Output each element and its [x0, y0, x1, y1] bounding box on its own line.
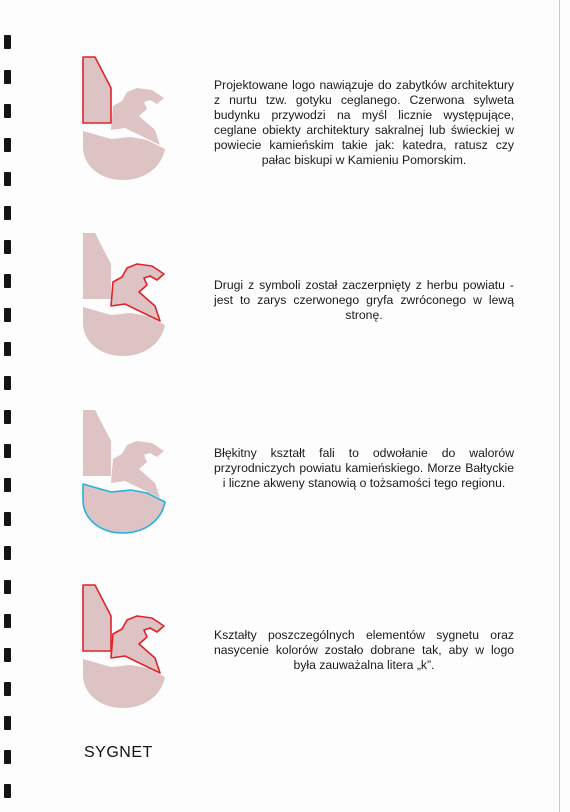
sygnet-logo-building-highlight: [75, 52, 175, 182]
sygnet-logo-griffin-highlight: [75, 228, 175, 358]
spiral-binding: [0, 0, 14, 812]
sygnet-logo-wave-highlight: [75, 405, 175, 535]
description-building: Projektowane logo nawiązuje do zabytków architektury z nurtu tzw. gotyku ceglanego. Czerwona sylweta budynku przywodzi na myśl licznie występujące, ceglane obiekty architektury sakralnej lub świeckiej w powiecie kamieńskim takie jak: katedra, ratusz czy pałac biskupi w Kamieniu Pomorskim.: [214, 78, 514, 167]
description-letter-k: Kształty poszczególnych elementów sygnetu oraz nasycenie kolorów zostało dobrane tak, aby w logo była zauważalna litera „k”.: [214, 628, 514, 672]
description-griffin: Drugi z symboli został zaczerpnięty z herbu powiatu - jest to zarys czerwonego gryfa zwróconego w lewą stronę.: [214, 278, 514, 322]
page-edge: [559, 0, 560, 812]
sygnet-logo-letter-k-highlight: [75, 580, 175, 710]
description-wave: Błękitny kształt fali to odwołanie do walorów przyrodniczych powiatu kamieńskiego. Morze Bałtyckie i liczne akweny stanowią o tożsamości tego regionu.: [214, 446, 514, 490]
footer-title: SYGNET: [84, 744, 153, 761]
